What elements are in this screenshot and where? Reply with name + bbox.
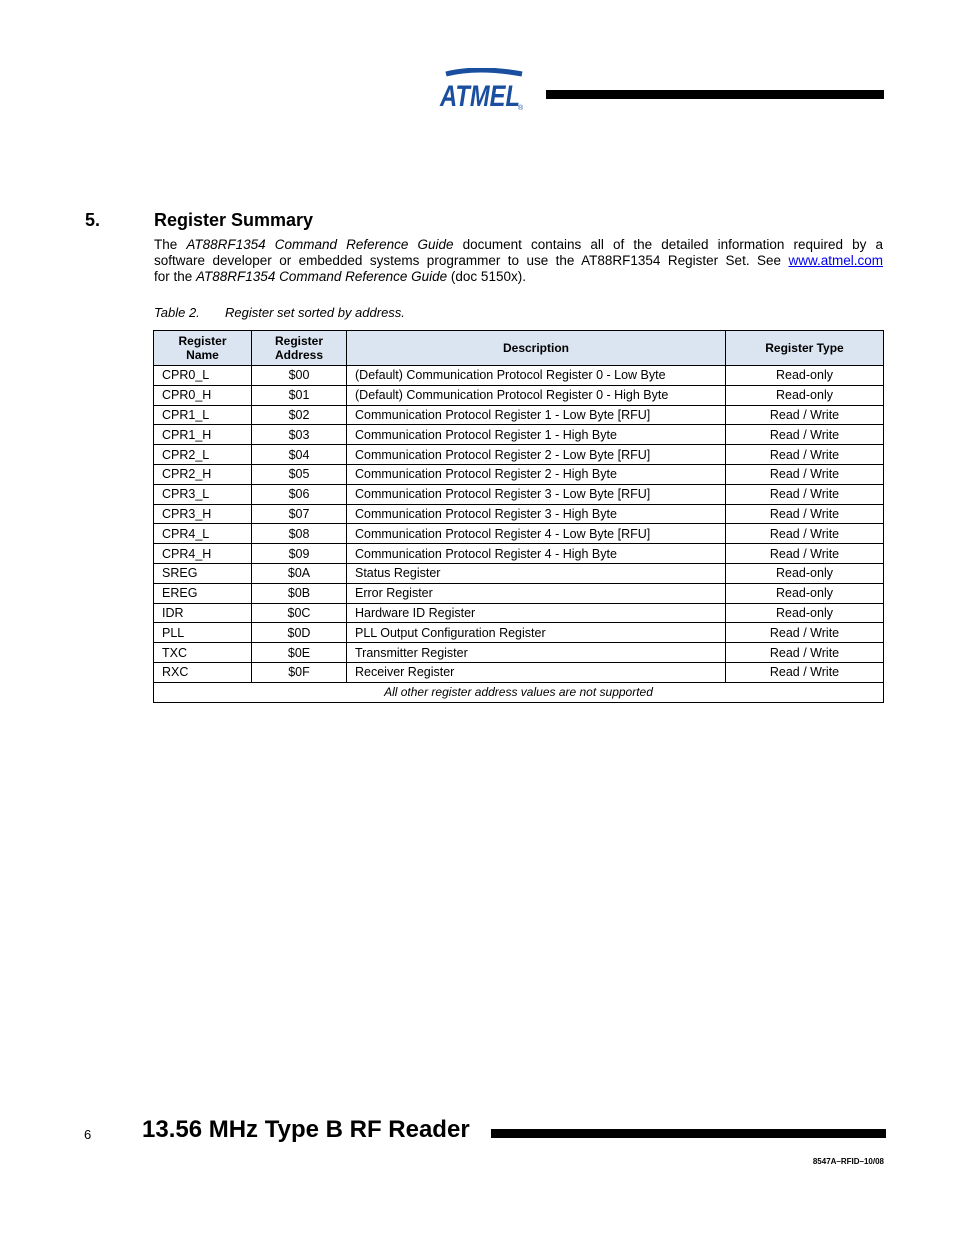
cell-register-name: TXC: [154, 643, 252, 663]
table-body: [154, 366, 884, 683]
cell-description: Communication Protocol Register 1 - Low Byte [RFU]: [347, 405, 726, 425]
table-caption-text: Register set sorted by address.: [225, 305, 405, 320]
cell-register-address: $06: [252, 484, 347, 504]
cell-description: Error Register: [347, 583, 726, 603]
svg-text:®: ®: [518, 105, 524, 112]
footer-title: 13.56 MHz Type B RF Reader: [142, 1116, 470, 1143]
cell-register-type: Read / Write: [726, 425, 884, 445]
cell-register-type: Read-only: [726, 583, 884, 603]
header-register-address: Register Address: [252, 331, 347, 366]
cell-register-address: $0E: [252, 643, 347, 663]
cell-register-name: RXC: [154, 662, 252, 682]
cell-description: Communication Protocol Register 3 - Low Byte [RFU]: [347, 484, 726, 504]
cell-register-address: $0A: [252, 563, 347, 583]
cell-register-name: CPR0_L: [154, 366, 252, 386]
cell-register-address: $08: [252, 524, 347, 544]
cell-register-address: $01: [252, 385, 347, 405]
table-row: [154, 445, 884, 465]
cell-description: (Default) Communication Protocol Register 0 - Low Byte: [347, 366, 726, 386]
cell-register-type: Read / Write: [726, 524, 884, 544]
cell-register-type: Read / Write: [726, 544, 884, 564]
intro-paragraph: [154, 237, 883, 285]
cell-register-name: CPR2_H: [154, 464, 252, 484]
table-row: [154, 425, 884, 445]
header-register-type: Register Type: [726, 331, 884, 366]
cell-description: Communication Protocol Register 4 - Low Byte [RFU]: [347, 524, 726, 544]
table-row: [154, 563, 884, 583]
section-number: 5.: [85, 210, 101, 230]
cell-register-name: CPR1_H: [154, 425, 252, 445]
table-caption: [154, 305, 405, 320]
cell-register-type: Read / Write: [726, 623, 884, 643]
table-footnote: All other register address values are not supported: [154, 682, 884, 702]
cell-register-type: Read / Write: [726, 643, 884, 663]
cell-register-type: Read / Write: [726, 405, 884, 425]
cell-register-name: EREG: [154, 583, 252, 603]
cell-description: Status Register: [347, 563, 726, 583]
document-code: 8547A–RFID–10/08: [812, 1157, 884, 1166]
cell-register-address: $00: [252, 366, 347, 386]
intro-line-1: The AT88RF1354 Command Reference Guide document contains all of the detailed information required by a: [154, 237, 883, 252]
table-row: [154, 544, 884, 564]
cell-register-address: $09: [252, 544, 347, 564]
cell-register-type: Read / Write: [726, 464, 884, 484]
cell-register-type: Read / Write: [726, 662, 884, 682]
cell-register-address: $0D: [252, 623, 347, 643]
cell-register-name: CPR4_H: [154, 544, 252, 564]
cell-register-name: CPR3_L: [154, 484, 252, 504]
cell-register-name: CPR3_H: [154, 504, 252, 524]
section-heading: [85, 210, 313, 231]
cell-register-name: CPR2_L: [154, 445, 252, 465]
cell-description: (Default) Communication Protocol Register 0 - High Byte: [347, 385, 726, 405]
cell-register-type: Read / Write: [726, 445, 884, 465]
cell-register-type: Read-only: [726, 385, 884, 405]
header-rule: [546, 90, 884, 99]
cell-description: Receiver Register: [347, 662, 726, 682]
table-row: [154, 583, 884, 603]
table-row: [154, 405, 884, 425]
table-row: [154, 504, 884, 524]
intro-line-2: software developer or embedded systems programmer to use the AT88RF1354 Register Set. See www.atmel.com: [154, 253, 883, 268]
cell-register-address: $05: [252, 464, 347, 484]
cell-register-name: CPR4_L: [154, 524, 252, 544]
cell-register-type: Read / Write: [726, 484, 884, 504]
table-row: [154, 464, 884, 484]
table-row: [154, 366, 884, 386]
header-description: Description: [347, 331, 726, 366]
cell-description: Communication Protocol Register 1 - High Byte: [347, 425, 726, 445]
cell-description: Hardware ID Register: [347, 603, 726, 623]
register-table: [153, 330, 884, 703]
cell-register-type: Read-only: [726, 366, 884, 386]
cell-description: Communication Protocol Register 2 - High Byte: [347, 464, 726, 484]
cell-register-name: IDR: [154, 603, 252, 623]
cell-register-address: $0C: [252, 603, 347, 623]
cell-register-address: $07: [252, 504, 347, 524]
cell-register-address: $0F: [252, 662, 347, 682]
table-row: [154, 623, 884, 643]
table-header-row: [154, 331, 884, 366]
cell-register-name: CPR0_H: [154, 385, 252, 405]
cell-description: Transmitter Register: [347, 643, 726, 663]
footer-rule: [491, 1129, 886, 1138]
table-row: [154, 662, 884, 682]
cell-register-address: $02: [252, 405, 347, 425]
table-row: [154, 603, 884, 623]
cell-register-name: SREG: [154, 563, 252, 583]
atmel-website-link[interactable]: www.atmel.com: [788, 253, 883, 268]
page-number: 6: [84, 1127, 92, 1142]
table-row: [154, 385, 884, 405]
cell-register-type: Read-only: [726, 603, 884, 623]
cell-register-address: $03: [252, 425, 347, 445]
intro-line-3: for the AT88RF1354 Command Reference Guide (doc 5150x).: [154, 269, 526, 284]
cell-register-type: Read / Write: [726, 504, 884, 524]
header-register-name: Register Name: [154, 331, 252, 366]
table-row: [154, 524, 884, 544]
cell-description: PLL Output Configuration Register: [347, 623, 726, 643]
cell-register-name: PLL: [154, 623, 252, 643]
cell-description: Communication Protocol Register 2 - Low Byte [RFU]: [347, 445, 726, 465]
table-footnote-row: [154, 682, 884, 702]
atmel-logo: [438, 68, 528, 112]
section-title: Register Summary: [154, 210, 314, 230]
table-caption-number: Table 2.: [154, 305, 200, 320]
cell-description: Communication Protocol Register 4 - High Byte: [347, 544, 726, 564]
cell-description: Communication Protocol Register 3 - High Byte: [347, 504, 726, 524]
cell-register-name: CPR1_L: [154, 405, 252, 425]
table-row: [154, 643, 884, 663]
cell-register-type: Read-only: [726, 563, 884, 583]
cell-register-address: $04: [252, 445, 347, 465]
svg-text:ATMEL: ATMEL: [439, 80, 520, 112]
table-row: [154, 484, 884, 504]
cell-register-address: $0B: [252, 583, 347, 603]
